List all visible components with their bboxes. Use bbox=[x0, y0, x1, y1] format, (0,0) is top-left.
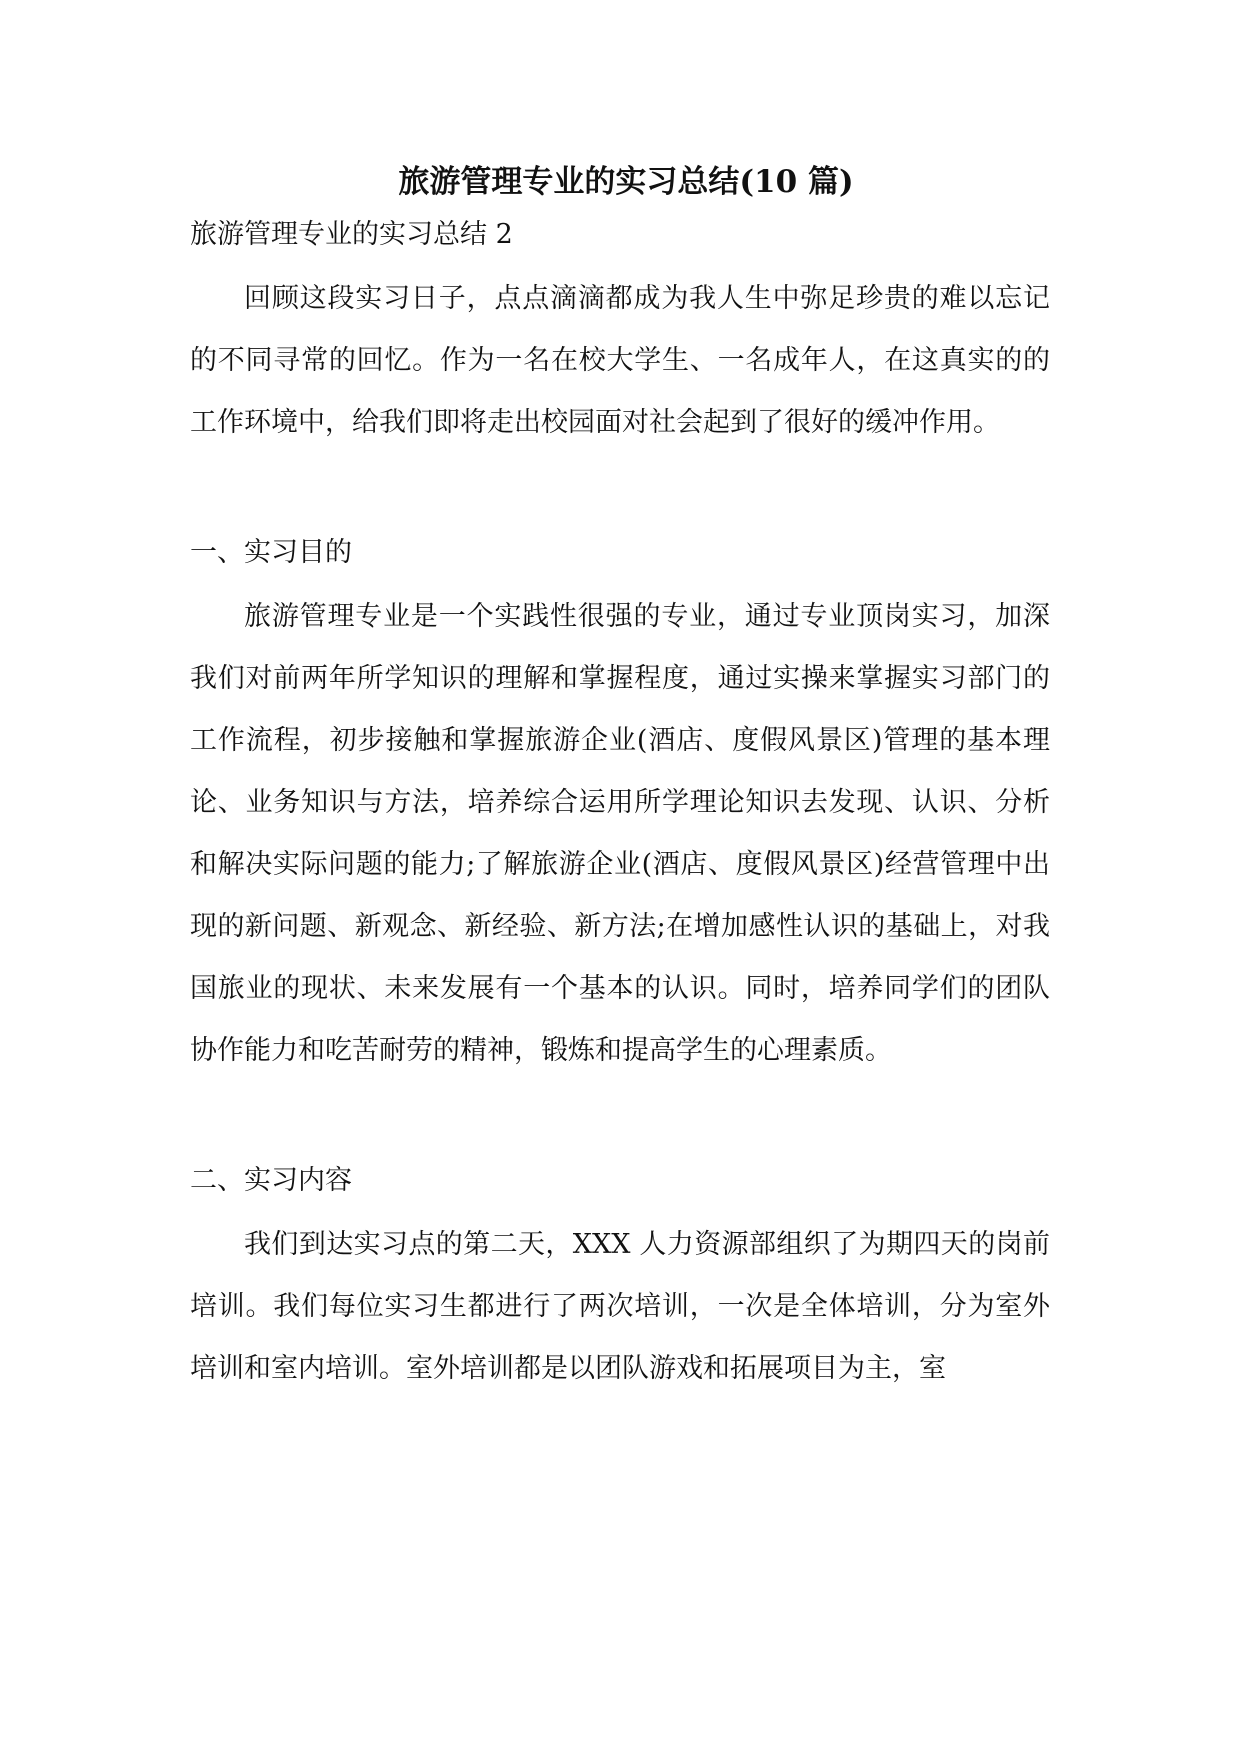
section-heading-purpose: 一、实习目的 bbox=[190, 537, 352, 568]
intro-paragraph: 回顾这段实习日子，点点滴滴都成为我人生中弥足珍贵的难以忘记的不同寻常的回忆。作为一名在校大学生、一名成年人，在这真实的的工作环境中，给我们即将走出校园面对社会起到了很好的缓冲作用。 bbox=[190, 283, 1050, 438]
section-heading-content: 二、实习内容 bbox=[190, 1165, 352, 1196]
document-subtitle: 旅游管理专业的实习总结 2 bbox=[190, 219, 513, 250]
section-paragraph-purpose: 旅游管理专业是一个实践性很强的专业，通过专业顶岗实习，加深我们对前两年所学知识的理解和掌握程度，通过实操来掌握实习部门的工作流程，初步接触和掌握旅游企业(酒店、度假风景区)管理的基本理论、业务知识与方法，培养综合运用所学理论知识去发现、认识、分析和解决实际问题的能力;了解旅游企业(酒店、度假风景区)经营管理中出现的新问题、新观念、新经验、新方法;在增加感性认识的基础上，对我国旅业的现状、未来发展有一个基本的认识。同时，培养同学们的团队协作能力和吃苦耐劳的精神，锻炼和提高学生的心理素质。 bbox=[190, 601, 1050, 1066]
section-spacer bbox=[190, 1082, 1050, 1158]
document-body bbox=[190, 160, 1050, 1400]
section-spacer bbox=[190, 454, 1050, 530]
document-title: 旅游管理专业的实习总结(10 篇) bbox=[398, 164, 854, 200]
section-paragraph-content: 我们到达实习点的第二天，XXX 人力资源部组织了为期四天的岗前培训。我们每位实习生都进行了两次培训，一次是全体培训，分为室外培训和室内培训。室外培训都是以团队游戏和拓展项目为主，室 bbox=[190, 1229, 1050, 1384]
